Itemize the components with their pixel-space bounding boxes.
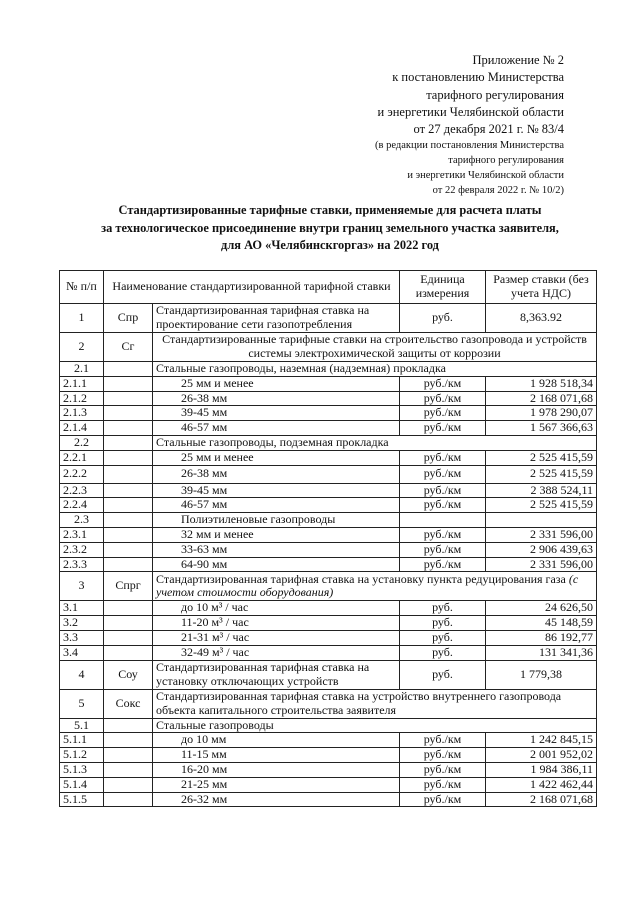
appendix-line: от 27 декабря 2021 г. № 83/4	[413, 122, 564, 137]
appendix-line: Приложение № 2	[472, 53, 564, 67]
row-number: 5.1.1	[60, 733, 104, 748]
appendix-block	[304, 52, 564, 198]
empty-cell	[104, 421, 153, 436]
row-number: 4	[60, 660, 104, 689]
rate-unit: руб./км	[400, 762, 486, 777]
rate-value: 2 001 952,02	[486, 748, 597, 763]
rate-unit: руб./км	[400, 498, 486, 513]
row-number: 2.1.4	[60, 421, 104, 436]
appendix-line: и энергетики Челябинской области	[377, 104, 564, 119]
rate-value: 1 928 518,34	[486, 376, 597, 391]
row-number: 3.1	[60, 601, 104, 616]
empty-cell	[104, 376, 153, 391]
rate-value: 8,363.92	[486, 304, 597, 333]
edition-line: тарифного регулирования	[448, 155, 564, 167]
rate-name: Полиэтиленовые газопроводы	[153, 513, 400, 528]
empty-cell	[104, 498, 153, 513]
header-name: Наименование стандартизированной тарифной ставки	[104, 271, 400, 304]
table-row	[60, 748, 597, 763]
table-row	[60, 483, 597, 498]
row-number: 3	[60, 572, 104, 601]
header-unit: Единица измерения	[400, 271, 486, 304]
rate-name: Стандартизированная тарифная ставка на проектирование сети газопотребления	[153, 304, 400, 333]
empty-cell	[104, 483, 153, 498]
rate-name: до 10 м³ / час	[153, 601, 400, 616]
rate-name: 33-63 мм	[153, 542, 400, 557]
row-number: 5.1.2	[60, 748, 104, 763]
rate-name: Стальные газопроводы, наземная (надземная) прокладка	[153, 362, 597, 377]
row-number: 2.1.2	[60, 391, 104, 406]
rate-unit: руб./км	[400, 483, 486, 498]
rate-value: 1 567 366,63	[486, 421, 597, 436]
table-row	[60, 527, 597, 542]
empty-cell	[486, 513, 597, 528]
rate-unit: руб./км	[400, 792, 486, 807]
rate-unit: руб./км	[400, 376, 486, 391]
tariff-table	[59, 270, 597, 807]
rate-value: 2 331 596,00	[486, 557, 597, 572]
row-number: 5.1.5	[60, 792, 104, 807]
rate-name: 11-20 м³ / час	[153, 616, 400, 631]
empty-cell	[104, 362, 153, 377]
rate-unit: руб./км	[400, 465, 486, 483]
rate-unit: руб./км	[400, 733, 486, 748]
title-line: за технологическое присоединение внутри границ земельного участка заявителя,	[101, 220, 559, 235]
table-row	[60, 304, 597, 333]
rate-unit: руб./км	[400, 748, 486, 763]
table-row	[60, 542, 597, 557]
table-row	[60, 465, 597, 483]
rate-value: 2 525 415,59	[486, 498, 597, 513]
rate-name-note: (с учетом стоимости оборудования)	[156, 571, 579, 600]
header-rate: Размер ставки (без учета НДС)	[486, 271, 597, 304]
row-number: 2.2.2	[60, 465, 104, 483]
edition-line: (в редакции постановления Министерства	[375, 140, 564, 152]
rate-value: 1 779,38	[486, 660, 597, 689]
rate-name: 11-15 мм	[153, 748, 400, 763]
empty-cell	[104, 762, 153, 777]
table-row	[60, 406, 597, 421]
rate-value: 86 192,77	[486, 630, 597, 645]
empty-cell	[104, 542, 153, 557]
row-number: 2.2.1	[60, 450, 104, 465]
rate-unit: руб./км	[400, 542, 486, 557]
table-row	[60, 616, 597, 631]
rate-name: 32-49 м³ / час	[153, 645, 400, 660]
row-number: 3.4	[60, 645, 104, 660]
empty-cell	[104, 748, 153, 763]
table-row	[60, 777, 597, 792]
row-number: 3.3	[60, 630, 104, 645]
table-row	[60, 733, 597, 748]
empty-cell	[104, 465, 153, 483]
rate-name: 25 мм и менее	[153, 450, 400, 465]
table-row	[60, 421, 597, 436]
rate-name-main: Стандартизированная тарифная ставка на установку пункта редуцирования газа	[156, 571, 566, 586]
rate-name: Стандартизированные тарифные ставки на строительство газопровода и устройств системы электрохимической защиты от коррозии	[153, 333, 597, 362]
rate-unit: руб.	[400, 616, 486, 631]
empty-cell	[104, 718, 153, 733]
rate-name: 39-45 мм	[153, 483, 400, 498]
rate-value: 2 168 071,68	[486, 391, 597, 406]
rate-unit: руб.	[400, 304, 486, 333]
rate-name: 26-32 мм	[153, 792, 400, 807]
rate-value: 2 906 439,63	[486, 542, 597, 557]
rate-unit: руб./км	[400, 557, 486, 572]
rate-name: 16-20 мм	[153, 762, 400, 777]
row-number: 2.3.3	[60, 557, 104, 572]
rate-value: 45 148,59	[486, 616, 597, 631]
row-number: 2.3	[60, 513, 104, 528]
empty-cell	[104, 557, 153, 572]
table-row	[60, 689, 597, 718]
title-line: Стандартизированные тарифные ставки, применяемые для расчета платы	[118, 203, 542, 217]
rate-code: Спр	[104, 304, 153, 333]
row-number: 5	[60, 689, 104, 718]
rate-unit: руб.	[400, 630, 486, 645]
table-row	[60, 391, 597, 406]
rate-name: 39-45 мм	[153, 406, 400, 421]
rate-value: 24 626,50	[486, 601, 597, 616]
table-row	[60, 792, 597, 807]
rate-name: 21-25 мм	[153, 777, 400, 792]
row-number: 2.2.3	[60, 483, 104, 498]
rate-name: 26-38 мм	[153, 391, 400, 406]
rate-name: Стальные газопроводы	[153, 718, 597, 733]
row-number: 2	[60, 333, 104, 362]
rate-name: до 10 мм	[153, 733, 400, 748]
rate-value: 2 168 071,68	[486, 792, 597, 807]
empty-cell	[104, 391, 153, 406]
row-number: 2.1	[60, 362, 104, 377]
empty-cell	[104, 616, 153, 631]
rate-name: 46-57 мм	[153, 421, 400, 436]
row-number: 5.1.3	[60, 762, 104, 777]
edition-line: от 22 февраля 2022 г. № 10/2)	[432, 185, 564, 197]
rate-name: 64-90 мм	[153, 557, 400, 572]
table-row	[60, 762, 597, 777]
table-row	[60, 718, 597, 733]
table-row	[60, 557, 597, 572]
rate-unit: руб./км	[400, 777, 486, 792]
rate-unit: руб.	[400, 645, 486, 660]
rate-unit: руб.	[400, 660, 486, 689]
row-number: 2.2.4	[60, 498, 104, 513]
rate-value: 2 525 415,59	[486, 465, 597, 483]
rate-value: 1 242 845,15	[486, 733, 597, 748]
edition-line: и энергетики Челябинской области	[407, 170, 564, 182]
table-row	[60, 435, 597, 450]
row-number: 2.2	[60, 435, 104, 450]
row-number: 2.1.3	[60, 406, 104, 421]
rate-code: Сокс	[104, 689, 153, 718]
rate-name: Стандартизированная тарифная ставка на установку отключающих устройств	[153, 660, 400, 689]
rate-value: 2 388 524,11	[486, 483, 597, 498]
rate-code: Спрг	[104, 572, 153, 601]
empty-cell	[104, 777, 153, 792]
empty-cell	[104, 645, 153, 660]
rate-value: 1 978 290,07	[486, 406, 597, 421]
rate-value: 1 422 462,44	[486, 777, 597, 792]
rate-name: 46-57 мм	[153, 498, 400, 513]
row-number: 2.1.1	[60, 376, 104, 391]
rate-code: Сг	[104, 333, 153, 362]
appendix-line: тарифного регулирования	[426, 87, 564, 102]
rate-value: 1 984 386,11	[486, 762, 597, 777]
rate-unit: руб./км	[400, 406, 486, 421]
rate-value: 131 341,36	[486, 645, 597, 660]
row-number: 2.3.1	[60, 527, 104, 542]
empty-cell	[104, 406, 153, 421]
empty-cell	[104, 733, 153, 748]
rate-name	[153, 572, 597, 601]
rate-name: 25 мм и менее	[153, 376, 400, 391]
rate-name: Стандартизированная тарифная ставка на устройство внутреннего газопровода объекта капитального строительства заявителя	[153, 689, 597, 718]
rate-name: Стальные газопроводы, подземная прокладка	[153, 435, 597, 450]
empty-cell	[104, 527, 153, 542]
appendix-line: к постановлению Министерства	[392, 70, 564, 85]
rate-name: 26-38 мм	[153, 465, 400, 483]
row-number: 2.3.2	[60, 542, 104, 557]
title-line: для АО «Челябинскгоргаз» на 2022 год	[221, 238, 439, 253]
table-header-row	[60, 271, 597, 304]
table-row	[60, 645, 597, 660]
table-row	[60, 630, 597, 645]
table-row	[60, 660, 597, 689]
table-row	[60, 376, 597, 391]
empty-cell	[104, 450, 153, 465]
rate-unit: руб.	[400, 601, 486, 616]
rate-unit: руб./км	[400, 527, 486, 542]
document-title	[60, 202, 600, 255]
rate-code: Соу	[104, 660, 153, 689]
rate-unit: руб./км	[400, 421, 486, 436]
empty-cell	[104, 435, 153, 450]
rate-unit: руб./км	[400, 450, 486, 465]
table-row	[60, 362, 597, 377]
table-row	[60, 572, 597, 601]
row-number: 3.2	[60, 616, 104, 631]
empty-cell	[104, 630, 153, 645]
row-number: 1	[60, 304, 104, 333]
rate-value: 2 525 415,59	[486, 450, 597, 465]
rate-name: 21-31 м³ / час	[153, 630, 400, 645]
empty-cell	[400, 513, 486, 528]
table-row	[60, 513, 597, 528]
empty-cell	[104, 601, 153, 616]
rate-unit: руб./км	[400, 391, 486, 406]
table-row	[60, 601, 597, 616]
table-row	[60, 333, 597, 362]
empty-cell	[104, 792, 153, 807]
header-no: № п/п	[60, 271, 104, 304]
row-number: 5.1	[60, 718, 104, 733]
empty-cell	[104, 513, 153, 528]
rate-value: 2 331 596,00	[486, 527, 597, 542]
table-row	[60, 498, 597, 513]
table-row	[60, 450, 597, 465]
rate-name: 32 мм и менее	[153, 527, 400, 542]
row-number: 5.1.4	[60, 777, 104, 792]
